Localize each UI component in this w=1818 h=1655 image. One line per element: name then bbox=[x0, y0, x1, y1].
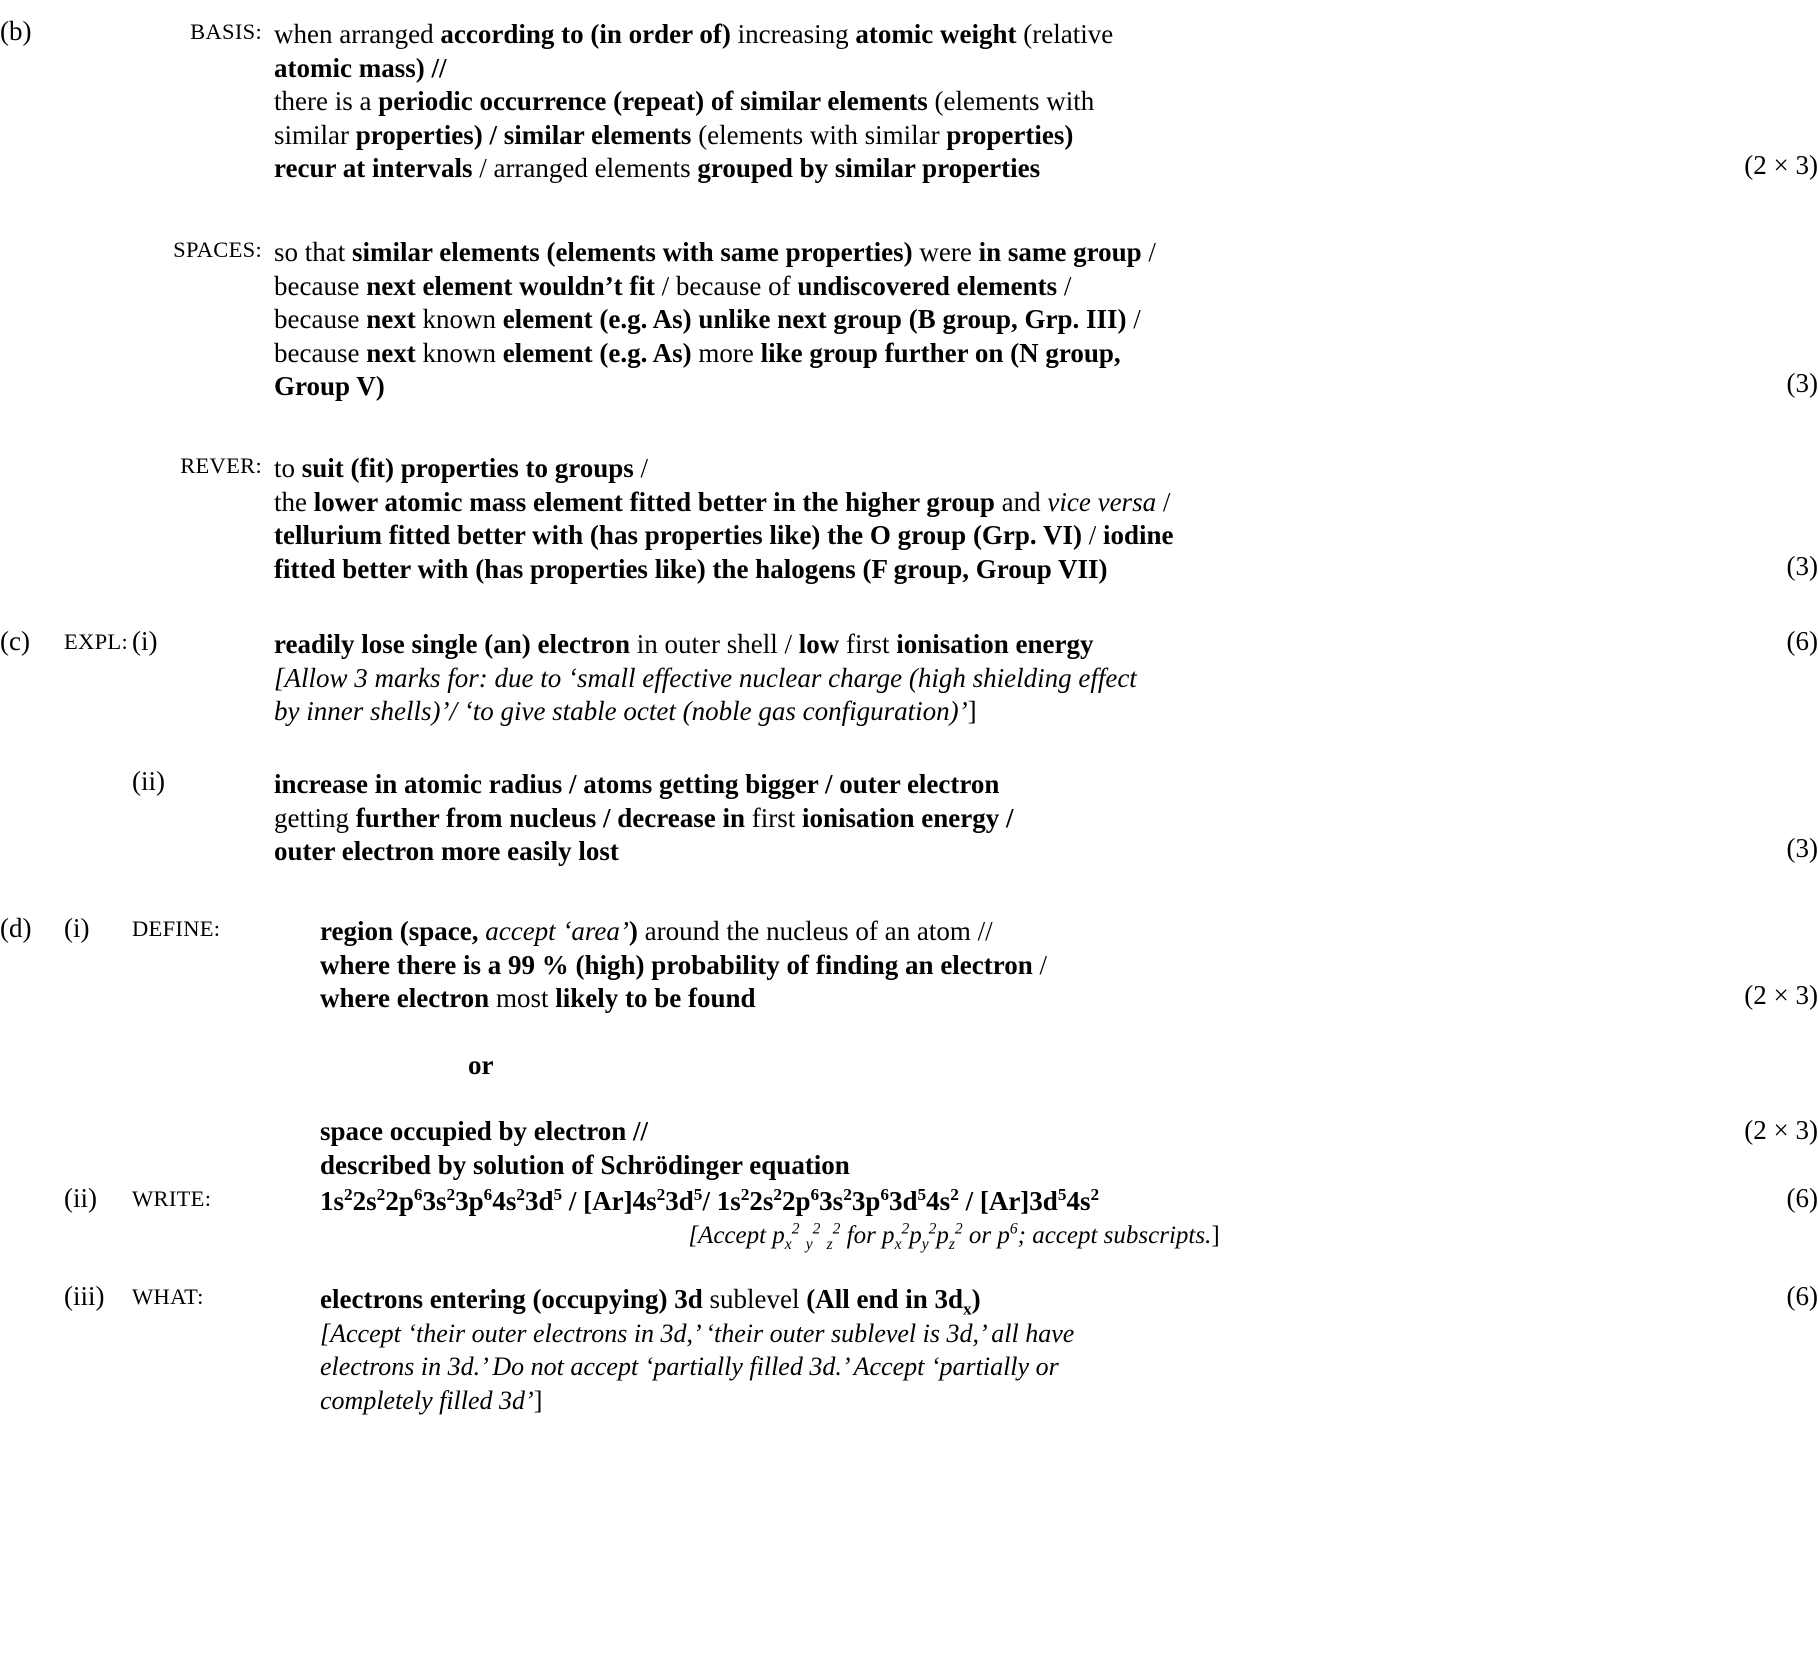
marks-d-what: (6) bbox=[1786, 1281, 1818, 1311]
line: space occupied by electron // bbox=[320, 1116, 648, 1147]
line: fitted better with (has properties like) the halogens (F group, Group VII) bbox=[274, 553, 1108, 584]
line: there is a periodic occurrence (repeat) of similar elements (elements with bbox=[274, 86, 1095, 117]
marks-d-define-2: (2 × 3) bbox=[1744, 1115, 1818, 1145]
line: described by solution of Schrödinger equation bbox=[320, 1149, 850, 1180]
keyword-expl: EXPL: bbox=[64, 629, 129, 654]
keyword-define: DEFINE: bbox=[132, 916, 221, 941]
keyword-what: WHAT: bbox=[132, 1284, 204, 1309]
marks-c-expl-i: (6) bbox=[1786, 626, 1818, 656]
body-c-expl-i bbox=[274, 628, 1708, 729]
roman-label-d-ii: (ii) bbox=[64, 1183, 97, 1213]
spacer bbox=[320, 1082, 1708, 1115]
part-label-b bbox=[0, 18, 64, 45]
keyword-spaces: SPACES: bbox=[173, 237, 262, 262]
roman-label-d-i: (i) bbox=[64, 913, 90, 943]
spacer bbox=[320, 1016, 1708, 1049]
section-c-expl-ii bbox=[0, 768, 1818, 869]
line: recur at intervals / arranged elements grouped by similar properties bbox=[274, 153, 1041, 184]
section-b-rever bbox=[0, 452, 1818, 586]
line: tellurium fitted better with (has properties like) the O group (Grp. VI) / iodine bbox=[274, 520, 1174, 551]
line: where there is a 99 % (high) probability of finding an electron / bbox=[320, 949, 1048, 980]
body-d-what bbox=[320, 1283, 1708, 1417]
line: where electron most likely to be found bbox=[320, 983, 756, 1014]
marks-b-spaces: (3) bbox=[1786, 368, 1818, 398]
line: because next known element (e.g. As) more like group further on (N group, bbox=[274, 337, 1121, 368]
body-b-spaces bbox=[274, 236, 1708, 404]
keyword-rever: REVER: bbox=[180, 453, 262, 478]
section-c-expl-i bbox=[0, 628, 1818, 729]
marks-b-basis: (2 × 3) bbox=[1744, 150, 1818, 180]
line: the lower atomic mass element fitted better in the higher group and vice versa / bbox=[274, 486, 1171, 517]
accept-note-line: electrons in 3d.’ Do not accept ‘partially filled 3d.’ Accept ‘partially or bbox=[320, 1352, 1059, 1382]
accept-note-line: [Accept ‘their outer electrons in 3d,’ ‘their outer sublevel is 3d,’ all have bbox=[320, 1318, 1075, 1348]
line: because next known element (e.g. As) unlike next group (B group, Grp. III) / bbox=[274, 304, 1141, 335]
section-b-basis bbox=[0, 18, 1818, 186]
or-label: or bbox=[468, 1049, 494, 1080]
marks-c-expl-ii: (3) bbox=[1786, 833, 1818, 863]
line: similar properties) / similar elements (elements with similar properties) bbox=[274, 119, 1074, 150]
keyword-basis: BASIS: bbox=[190, 19, 262, 44]
part-label-c: (c) bbox=[0, 626, 30, 656]
line: by inner shells)’/ ‘to give stable octet (noble gas configuration)’] bbox=[274, 696, 977, 727]
body-d-write bbox=[320, 1185, 1708, 1252]
accept-note: [Accept $p_x^2$ $_y^2$ $_z^2$ for $p_x^2p_y^2p_z^2$ or $p^6$; accept subscripts.] bbox=[688, 1220, 1220, 1253]
body-c-expl-ii bbox=[274, 768, 1708, 869]
part-letter: (b) bbox=[0, 16, 32, 46]
roman-label-c-ii: (ii) bbox=[132, 766, 165, 796]
section-d-define-second-marks bbox=[0, 1117, 1818, 1144]
accept-note-line: completely filled 3d’] bbox=[320, 1385, 543, 1415]
roman-label-d-iii: (iii) bbox=[64, 1281, 105, 1311]
part-label-d: (d) bbox=[0, 913, 32, 943]
line: atomic mass) // bbox=[274, 52, 447, 83]
body-b-rever bbox=[274, 452, 1708, 586]
line: [Allow 3 marks for: due to ‘small effective nuclear charge (high shielding effect bbox=[274, 662, 1137, 693]
keyword-write: WRITE: bbox=[132, 1186, 212, 1211]
electron-configuration-line: $1s^22s^22p^63s^23p^64s^23d^5 / [Ar]4s^23d^5/$ $1s^22s^22p^63s^23p^63d^54s^2 / [Ar]3d^54s^2$ bbox=[320, 1185, 1100, 1216]
line: outer electron more easily lost bbox=[274, 836, 619, 867]
section-b-spaces bbox=[0, 236, 1818, 404]
line: region (space, accept ‘area’) around the nucleus of an atom // bbox=[320, 916, 993, 946]
line: readily lose single (an) electron in outer shell / low first ionisation energy bbox=[274, 629, 1094, 659]
line: increase in atomic radius / atoms getting bigger / outer electron bbox=[274, 769, 1000, 799]
line: so that similar elements (elements with same properties) were in same group / bbox=[274, 237, 1156, 267]
line: when arranged according to (in order of) increasing atomic weight (relative bbox=[274, 19, 1114, 49]
roman-label-c-i: (i) bbox=[132, 626, 158, 656]
line: because next element wouldn’t fit / because of undiscovered elements / bbox=[274, 270, 1072, 301]
section-d-write bbox=[0, 1185, 1818, 1252]
body-b-basis bbox=[274, 18, 1708, 186]
line: to suit (fit) properties to groups / bbox=[274, 453, 649, 483]
section-d-what bbox=[0, 1283, 1818, 1417]
marks-d-define: (2 × 3) bbox=[1744, 980, 1818, 1010]
line: getting further from nucleus / decrease in first ionisation energy / bbox=[274, 802, 1014, 833]
marks-b-rever: (3) bbox=[1786, 551, 1818, 581]
line: electrons entering (occupying) 3d sublevel (All end in $3d_x$) bbox=[320, 1284, 981, 1319]
line: Group V) bbox=[274, 371, 385, 402]
marks-d-write: (6) bbox=[1786, 1183, 1818, 1213]
